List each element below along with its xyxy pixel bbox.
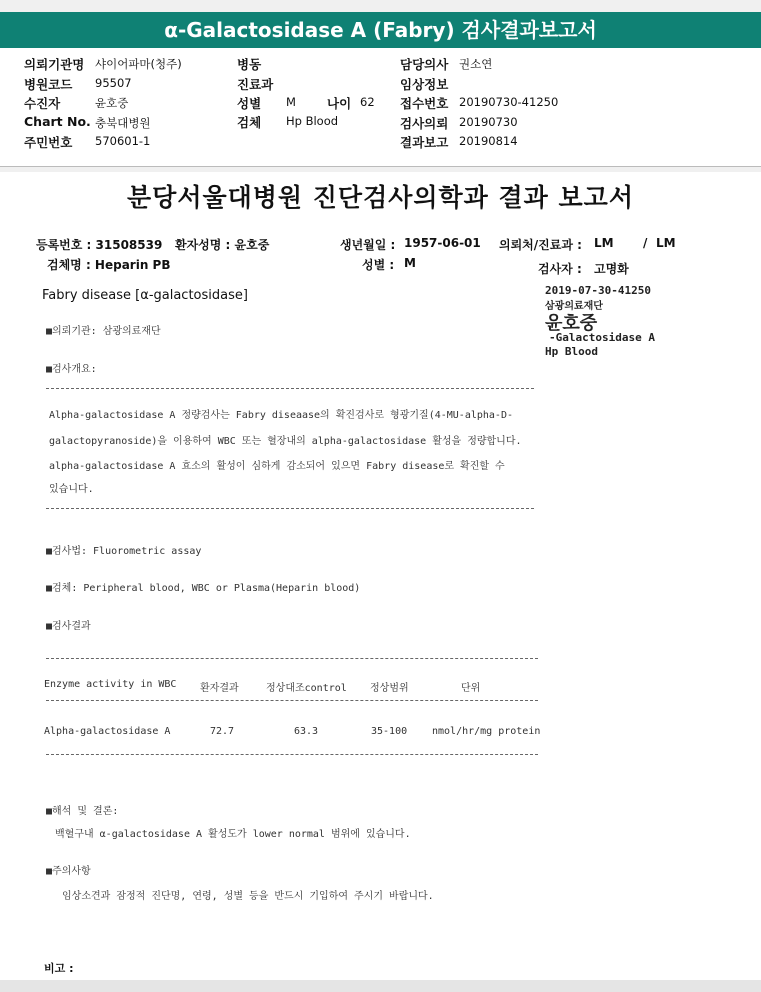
examiner-value: 고명화 — [594, 262, 629, 276]
hospital-code-label: 병원코드 — [24, 77, 73, 92]
divider — [46, 388, 534, 389]
specimen-name: 검체명 : Heparin PB — [47, 258, 171, 272]
birth-date-label: 생년월일 : — [340, 238, 396, 252]
referral-a: LM — [594, 236, 614, 250]
top-info-panel — [0, 48, 761, 167]
results-title: ■검사결과 — [46, 621, 91, 632]
sticker-test: -Galactosidase A — [549, 331, 655, 344]
report-header: 분당서울대병원 진단검사의학과 결과 보고서 — [127, 183, 634, 212]
accession-label: 접수번호 — [400, 96, 449, 111]
chart-no-label: Chart No. — [24, 114, 91, 129]
examinee-label: 수진자 — [24, 96, 61, 111]
overview-title: ■검사개요: — [46, 364, 97, 375]
report-label: 결과보고 — [400, 135, 449, 150]
sticker-accession: 2019-07-30-41250 — [545, 284, 651, 297]
doctor-label: 담당의사 — [400, 57, 449, 72]
resident-no-value: 570601-1 — [95, 134, 151, 148]
referral-b: LM — [656, 236, 676, 250]
scanned-report — [0, 172, 761, 980]
notes-text: 임상소견과 잠정적 진단명, 연령, 성별 등을 반드시 기입하여 주시기 바랍니다. — [62, 891, 434, 902]
referral-separator: / — [643, 236, 648, 250]
table-cell-unit: nmol/hr/mg protein — [432, 726, 541, 737]
sex-value: M — [286, 95, 296, 109]
interpretation-text: 백혈구내 α-galactosidase A 활성도가 lower normal 범위에 있습니다. — [55, 829, 411, 840]
institution-value: 샤이어파마(청주) — [95, 57, 182, 71]
accession-value: 20190730-41250 — [459, 95, 559, 109]
divider — [46, 700, 538, 701]
report-title: α-Galactosidase A (Fabry) 검사결과보고서 — [0, 12, 761, 48]
report-sex-value: M — [404, 256, 416, 270]
table-cell-patient-result: 72.7 — [210, 726, 235, 737]
table-cell-control: 63.3 — [294, 726, 319, 737]
overview-line-1: Alpha-galactosidase A 정량검사는 Fabry diseaase의 확진검사로 형광기질(4-MU-alpha-D- — [49, 410, 513, 421]
bottom-bar — [0, 980, 761, 992]
overview-line-4: 있습니다. — [49, 484, 94, 495]
resident-no-label: 주민번호 — [24, 135, 73, 150]
table-header-enzyme: Enzyme activity in WBC — [44, 679, 177, 690]
remarks-label: 비고 : — [44, 962, 74, 975]
sex-label: 성별 — [237, 96, 262, 111]
specimen-value: Hp Blood — [286, 114, 339, 128]
divider — [46, 658, 538, 659]
table-cell-test: Alpha-galactosidase A — [44, 726, 171, 737]
birth-date-value: 1957-06-01 — [404, 236, 481, 250]
sticker-org: 삼광의료재단 — [545, 301, 603, 312]
divider — [46, 508, 534, 509]
divider — [46, 754, 538, 755]
age-label: 나이 — [327, 96, 352, 111]
report-sex-label: 성별 : — [362, 258, 395, 272]
referral-label: 의뢰처/진료과 : — [499, 238, 582, 252]
table-header-control: 정상대조control — [266, 683, 347, 694]
notes-title: ■주의사항 — [46, 866, 91, 877]
table-header-patient: 환자결과 — [200, 683, 239, 694]
department-label: 진료과 — [237, 77, 274, 92]
registration-number: 등록번호 : 31508539 — [36, 238, 163, 252]
method-line: ■검사법: Fluorometric assay — [46, 546, 202, 557]
examiner-label: 검사자 : — [538, 262, 582, 276]
specimen-label-sticker — [540, 282, 696, 362]
institution-line: ■의뢰기관: 삼광의료재단 — [46, 326, 161, 337]
request-date-value: 20190730 — [459, 115, 518, 129]
specimen-label: 검체 — [237, 115, 262, 130]
sticker-specimen: Hp Blood — [545, 345, 598, 358]
hospital-code-value: 95507 — [95, 76, 132, 90]
test-name: Fabry disease [α-galactosidase] — [42, 288, 248, 303]
table-cell-range: 35-100 — [371, 726, 408, 737]
institution-label: 의뢰기관명 — [24, 57, 85, 72]
patient-name: 환자성명 : 윤호중 — [175, 238, 270, 252]
table-header-range: 정상범위 — [370, 683, 409, 694]
overview-line-3: alpha-galactosidase A 효소의 활성이 심하게 감소되어 있으면 Fabry disease로 확진할 수 — [49, 461, 505, 472]
examinee-value: 윤호중 — [95, 96, 129, 110]
clinical-info-label: 임상정보 — [400, 77, 449, 92]
chart-no-value: 충북대병원 — [95, 116, 151, 130]
specimen-line: ■검체: Peripheral blood, WBC or Plasma(Heparin blood) — [46, 583, 361, 594]
doctor-value: 권소연 — [459, 57, 493, 71]
table-header-unit: 단위 — [461, 683, 481, 694]
overview-line-2: galactopyranoside)을 이용하여 WBC 또는 혈장내의 alpha-galactosidase 활성을 정량합니다. — [49, 436, 522, 447]
report-date-value: 20190814 — [459, 134, 518, 148]
request-label: 검사의뢰 — [400, 116, 449, 131]
sticker-name: 윤호중 — [545, 313, 598, 334]
age-value: 62 — [360, 95, 375, 109]
ward-label: 병동 — [237, 57, 262, 72]
interpretation-title: ■해석 및 결론: — [46, 806, 119, 817]
